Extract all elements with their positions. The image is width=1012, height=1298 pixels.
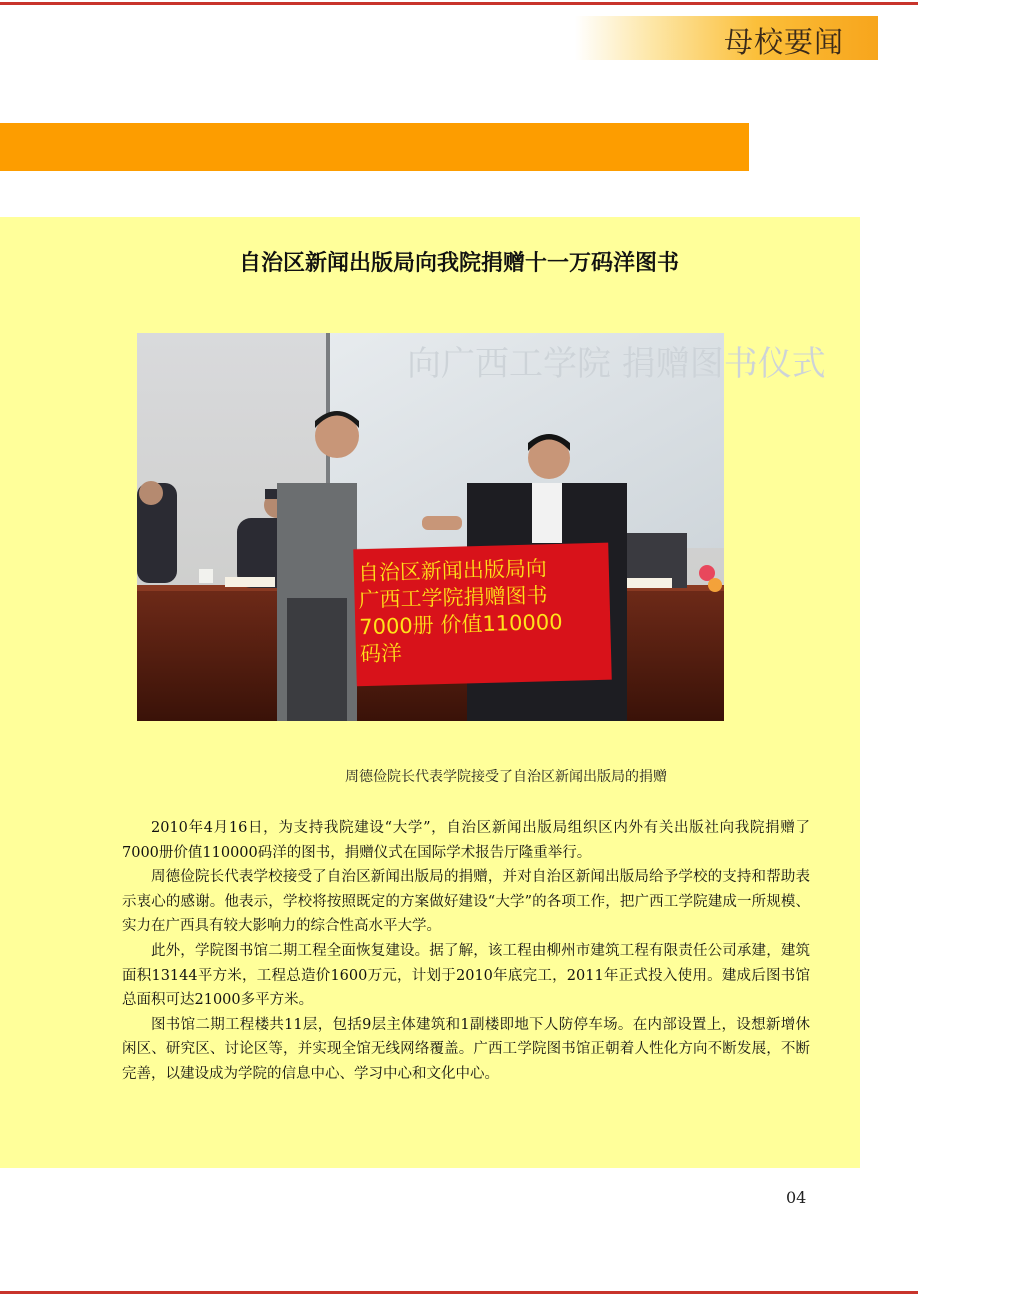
section-title: 母校要闻: [723, 25, 844, 59]
section-banner: [575, 16, 878, 60]
sign-line-2: 广西工学院捐赠图书: [358, 583, 548, 613]
paragraph: 图书馆二期工程楼共11层，包括9层主体建筑和1副楼即地下人防停车场。在内部设置上，设想新增休闲区、研究区、讨论区等，并实现全馆无线网络覆盖。广西工学院图书馆正朝着人性化方向不断发展，不断完善，以建设成为学院的信息中心、学习中心和文化中心。: [122, 1016, 810, 1082]
orange-header-bar: [0, 123, 749, 171]
sign-line-4: 码洋: [359, 641, 403, 667]
article-title: 自治区新闻出版局向我院捐赠十一万码洋图书: [238, 251, 679, 276]
donation-sign: [353, 543, 611, 687]
paragraph: 此外，学院图书馆二期工程全面恢复建设。据了解，该工程由柳州市建筑工程有限责任公司承建，建筑面积13144平方米，工程总造价1600万元，计划于2010年底完工，2011年正式投入使用。建成后图书馆总面积可达21000多平方米。: [122, 942, 810, 1009]
paragraph: 2010年4月16日，为支持我院建设“大学”，自治区新闻出版局组织区内外有关出版社向我院捐赠了7000册价值110000码洋的图书，捐赠仪式在国际学术报告厅隆重举行。: [122, 820, 810, 861]
sign-line-3: 7000册 价值110000: [358, 609, 563, 640]
top-rule: [0, 2, 918, 5]
article-body: [122, 816, 810, 1087]
bottom-rule: [0, 1291, 918, 1294]
screen-text: 向广西工学院 捐赠图书仪式: [407, 344, 826, 384]
page-number: 04: [786, 1188, 807, 1207]
paragraph: 周德俭院长代表学校接受了自治区新闻出版局的捐赠，并对自治区新闻出版局给予学校的支持和帮助表示衷心的感谢。他表示，学校将按照既定的方案做好建设“大学”的各项工作，把广西工学院建成一所规模、实力在广西具有较大影响力的综合性高水平大学。: [122, 869, 810, 935]
sign-line-1: 自治区新闻出版局向: [357, 556, 548, 586]
ceremony-photo: [137, 333, 826, 721]
photo-caption: 周德俭院长代表学院接受了自治区新闻出版局的捐赠: [345, 769, 667, 785]
